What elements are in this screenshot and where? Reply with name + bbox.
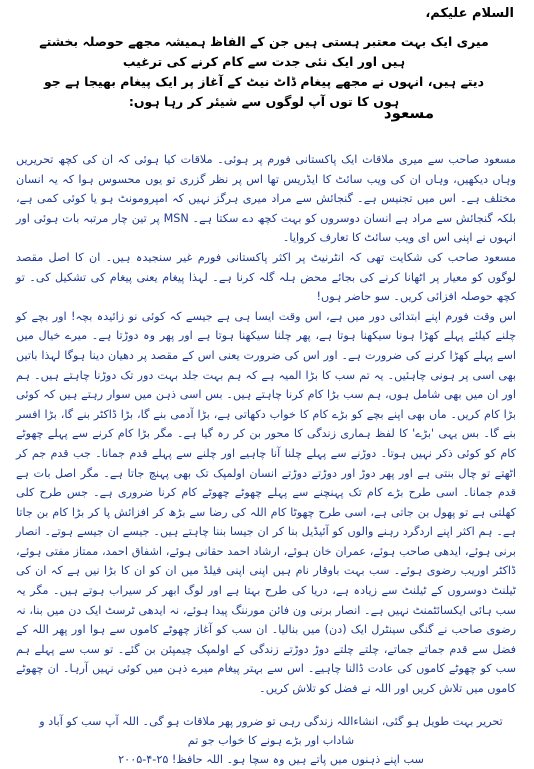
body-paragraph: اس وقت فورم اپنے ابتدائی دور میں ہے، اس وقت ایسا ہی ہے جیسے کہ کوئی نو زائیدہ بچہ! اور بچے کو چلنے کیلئے پہلے کھڑا ہونا سیکھنا ہوتا ہے، پھر چلنا سیکھنا ہوتا ہے اور پھر وہ دوڑتا ہے۔ میرے خیال میں اسے پہلے کھڑا کرنے کی ضرورت ہے۔ اور اس کی ضرورت یعنی اس کے مقصد پر دھیان دینا ہوگا لہذا باتیں بھی اسی پر ہونی چاہئیں۔ یہ تم سب کا بڑا المیہ ہے کہ ہم بہت جلد بہت دور تک دوڑنا چاہتے ہیں۔ ہم اور ان میں بھی شامل ہوں، ہم سب بڑا کام کرنا چاہتے ہیں۔ بس اسی ذہن میں سوار رہتے ہیں کہ کوئی بڑا کام کریں۔ ماں بھی اپنے بچے کو بڑے کام کا خواب دکھاتی ہے، بڑا آدمی بنے گا، بڑا ڈاکٹر بنے گا، بڑا افسر بنے گا۔ بس یہی 'بڑے' کا لفظ ہماری زندگی کا محور بن کر رہ گیا ہے۔ مگر بڑا کام کرنے سے پہلے چھوٹے کام کو کوئی ذکر نہیں ہوتا۔ دوڑنے سے پہلے چلنا آنا چاہیے اور چلنے سے پہلے قدم جمانا۔ جب قدم جم کر اٹھتے تو چال بنتی ہے اور پھر دوڑ اور دوڑتے دوڑتے انسان اولمپک تک بھی پہنچ جاتا ہے۔ مگر اصل بات ہے قدم جمانا۔ اسی طرح بڑے کام تک پہنچنے سے پہلے چھوٹے چھوٹے کام کرنا ضروری ہے۔ جس طرح کلی کھلتی ہے تو پھول بن جاتی ہے، اسی طرح چھوٹا کام اللہ کی رضا سے بڑھ کر افزائش پا کر بڑا کام بن جاتا ہے۔ ہم اکثر اپنے اردگرد رہنے والوں کو آئیڈیل بنا کر ان جیسا بننا چاہتے ہیں۔ جیسے ان جیسے ہوتے۔ انصار برنی ہوئے، ایدھی صاحب ہوئے، عمران خان ہوئے، ارشاد احمد حقانی ہوئے، اشفاق احمد، ممتاز مفتی ہوئے، ڈاکٹر اوریب رضوی ہوئے۔ سب بہت باوقار نام ہیں اپنی اپنی فیلڈ میں ان کو ان کا بڑا نیں ہے کہ ان کی ٹیلنٹ دوسروں کے ٹیلنٹ سے زیادہ ہے، دریا کی طرح بہتا ہے اور لوگ ابھر کر سیراب ہوتے ہیں۔ مگر یہ سب ہائی ایکسائٹمنٹ نہیں ہے۔ انصار برنی ون فائن مورننگ پیدا ہوئے، نہ ایدھی ٹرسٹ ایک دن میں بنا، نہ رضوی صاحب نے گنگی سینٹرل ایک (دن) میں بنالیا۔ ان سب کو آغاز چھوٹے کاموں سے ہوا اور پھر اللہ کے فضل سے قدم جماتے جماتے، چلتے چلتے دوڑ دوڑتے زندگی کے اولمپک چیمپئن بن گئے۔ تو سب سے پہلے ہم سب کو چھوٹے کاموں کی عادت ڈالنا چاہیے۔ اس سے بہتر پیغام میرے ذہن میں کوئی نہیں آرہا۔ ان چھوٹے کاموں میں تلاش کریں اور اللہ نے فضل کو تلاش کریں۔ [16, 309, 516, 696]
intro-block [30, 32, 498, 112]
body-paragraph: مسعود صاحب کی شکایت تھی کہ انٹرنیٹ پر اکثر پاکستانی فورم غیر سنجیدہ ہیں۔ ان کا اصل مقصد لوگوں کو معیار پر اٹھانا کرنے کی بجائے محض ہلہ گلہ کرنا ہے۔ لہذا پیغام یعنی پیغام کی تشکیل کی۔ تو کچھ حوصلہ افزائی کریں۔ سو حاضر ہوں! [16, 250, 516, 304]
letter-body [16, 150, 516, 699]
body-paragraph: مسعود صاحب سے میری ملاقات ایک پاکستانی فورم پر ہوئی۔ ملاقات کیا ہوئی کہ ان کی کچھ تحریریں وہاں دیکھیں، وہاں ان کی ویب سائٹ کا ایڈریس تھا اس پر نظر گزری تو یوں محسوس ہوا کہ یہ انسان مختلف ہے۔ اس میں تجنیس ہے۔ گنجائش سے مراد میری ہرگز نہیں کہ امپرومونٹ ہو یا کوئی کمی ہے، بلکہ گنجائش سے مراد ہے انسان دوسروں کو بہت کچھ دے سکتا ہے۔ MSN پر تین چار مرتبہ بات ہوئی اور انہوں نے اپنی اس ای ویب سائٹ کا تعارف کروایا۔ [16, 153, 516, 245]
closing-block [26, 712, 516, 769]
intro-line: دیتے ہیں، انہوں نے مجھے پیغام ڈاٹ نیٹ کے آغاز پر ایک پیغام بھیجا ہے جو ہوں کا توں آپ لوگوں سے شیئر کر رہا ہوں: [43, 74, 485, 109]
signature-name: مسعود [383, 104, 434, 122]
closing-line: سب اپنے ذہنوں میں پاتے ہیں وہ سچا ہو۔ اللہ حافظ! ۲۵-۴-۲۰۰۵ [118, 753, 424, 766]
intro-line: میری ایک بہت معتبر ہستی ہیں جن کے الفاظ ہمیشہ مجھے حوصلہ بخشتے ہیں اور ایک نئی جدت سے کام کرنے کی ترغیب [39, 34, 489, 69]
greeting: السلام علیکم، [425, 6, 514, 21]
closing-line: تحریر بہت طویل ہو گئی، انشاءاللہ زندگی رہی تو ضرور پھر ملاقات ہو گی۔ اللہ آپ سب کو آباد و شاداب اور بڑے ہونے کا خواب جو تم [39, 715, 503, 747]
